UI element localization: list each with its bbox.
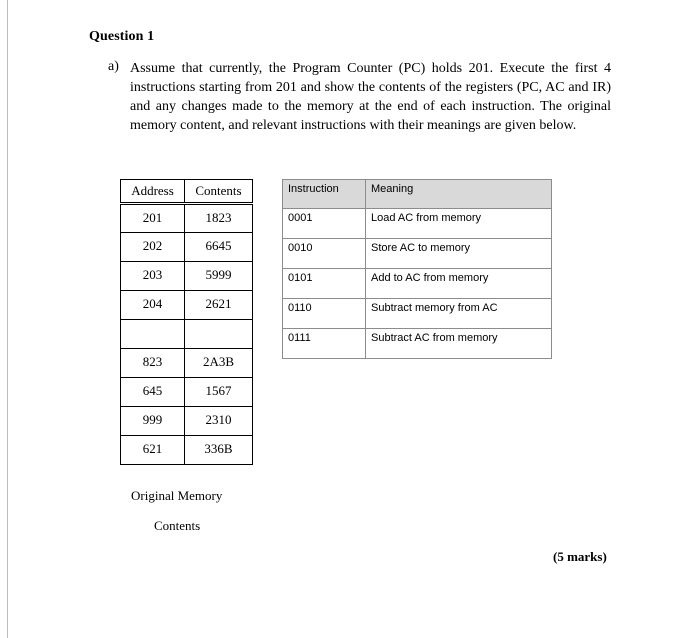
memory-address-cell: 621 (121, 436, 185, 465)
memory-contents-cell: 6645 (185, 233, 253, 262)
instruction-code-cell: 0010 (283, 239, 366, 269)
question-title: Question 1 (89, 29, 155, 44)
table-row (121, 204, 253, 233)
table-row (283, 299, 552, 329)
memory-contents-cell: 1823 (185, 204, 253, 233)
memory-contents-cell: 2310 (185, 407, 253, 436)
instruction-meaning-cell: Add to AC from memory (366, 269, 552, 299)
table-row (121, 407, 253, 436)
memory-table (120, 179, 253, 465)
instruction-meaning-cell: Subtract AC from memory (366, 329, 552, 359)
memory-header-address: Address (121, 180, 185, 204)
memory-address-cell: 823 (121, 349, 185, 378)
instruction-meaning-cell: Subtract memory from AC (366, 299, 552, 329)
page-edge-divider (7, 0, 8, 638)
question-part-label: a) (108, 59, 119, 74)
instruction-code-cell: 0110 (283, 299, 366, 329)
memory-contents-cell: 336B (185, 436, 253, 465)
table-row (121, 262, 253, 291)
memory-contents-cell: 2621 (185, 291, 253, 320)
memory-address-cell: 999 (121, 407, 185, 436)
instruction-table-header-row (283, 180, 552, 209)
memory-table-caption-continued: Contents (154, 518, 201, 533)
meaning-header: Meaning (366, 180, 552, 209)
memory-address-cell: 202 (121, 233, 185, 262)
instruction-code-cell: 0111 (283, 329, 366, 359)
memory-contents-cell: 1567 (185, 378, 253, 407)
table-row (121, 291, 253, 320)
table-row (121, 349, 253, 378)
memory-address-cell: 645 (121, 378, 185, 407)
memory-contents-cell (185, 320, 253, 349)
instruction-table (282, 179, 552, 359)
table-row (121, 436, 253, 465)
memory-table-header-row (121, 180, 253, 204)
instruction-header: Instruction (283, 180, 366, 209)
memory-contents-cell: 2A3B (185, 349, 253, 378)
instruction-meaning-cell: Load AC from memory (366, 209, 552, 239)
marks-label: (5 marks) (553, 549, 607, 564)
memory-address-cell (121, 320, 185, 349)
table-row (121, 320, 253, 349)
memory-table-caption: Original Memory (131, 488, 223, 503)
table-row (121, 233, 253, 262)
table-row (121, 378, 253, 407)
instruction-meaning-cell: Store AC to memory (366, 239, 552, 269)
table-row (283, 239, 552, 269)
instruction-code-cell: 0101 (283, 269, 366, 299)
table-row (283, 209, 552, 239)
memory-address-cell: 204 (121, 291, 185, 320)
instruction-code-cell: 0001 (283, 209, 366, 239)
memory-contents-cell: 5999 (185, 262, 253, 291)
table-row (283, 329, 552, 359)
memory-header-contents: Contents (185, 180, 253, 204)
question-text: Assume that currently, the Program Counter (PC) holds 201. Execute the first 4 instructions starting from 201 and show the contents of the registers (PC, AC and IR) and any changes made to the memory at the end of each instruction. The original memory content, and relevant instructions with their meanings are given below. (130, 61, 611, 133)
table-row (283, 269, 552, 299)
memory-address-cell: 203 (121, 262, 185, 291)
memory-address-cell: 201 (121, 204, 185, 233)
